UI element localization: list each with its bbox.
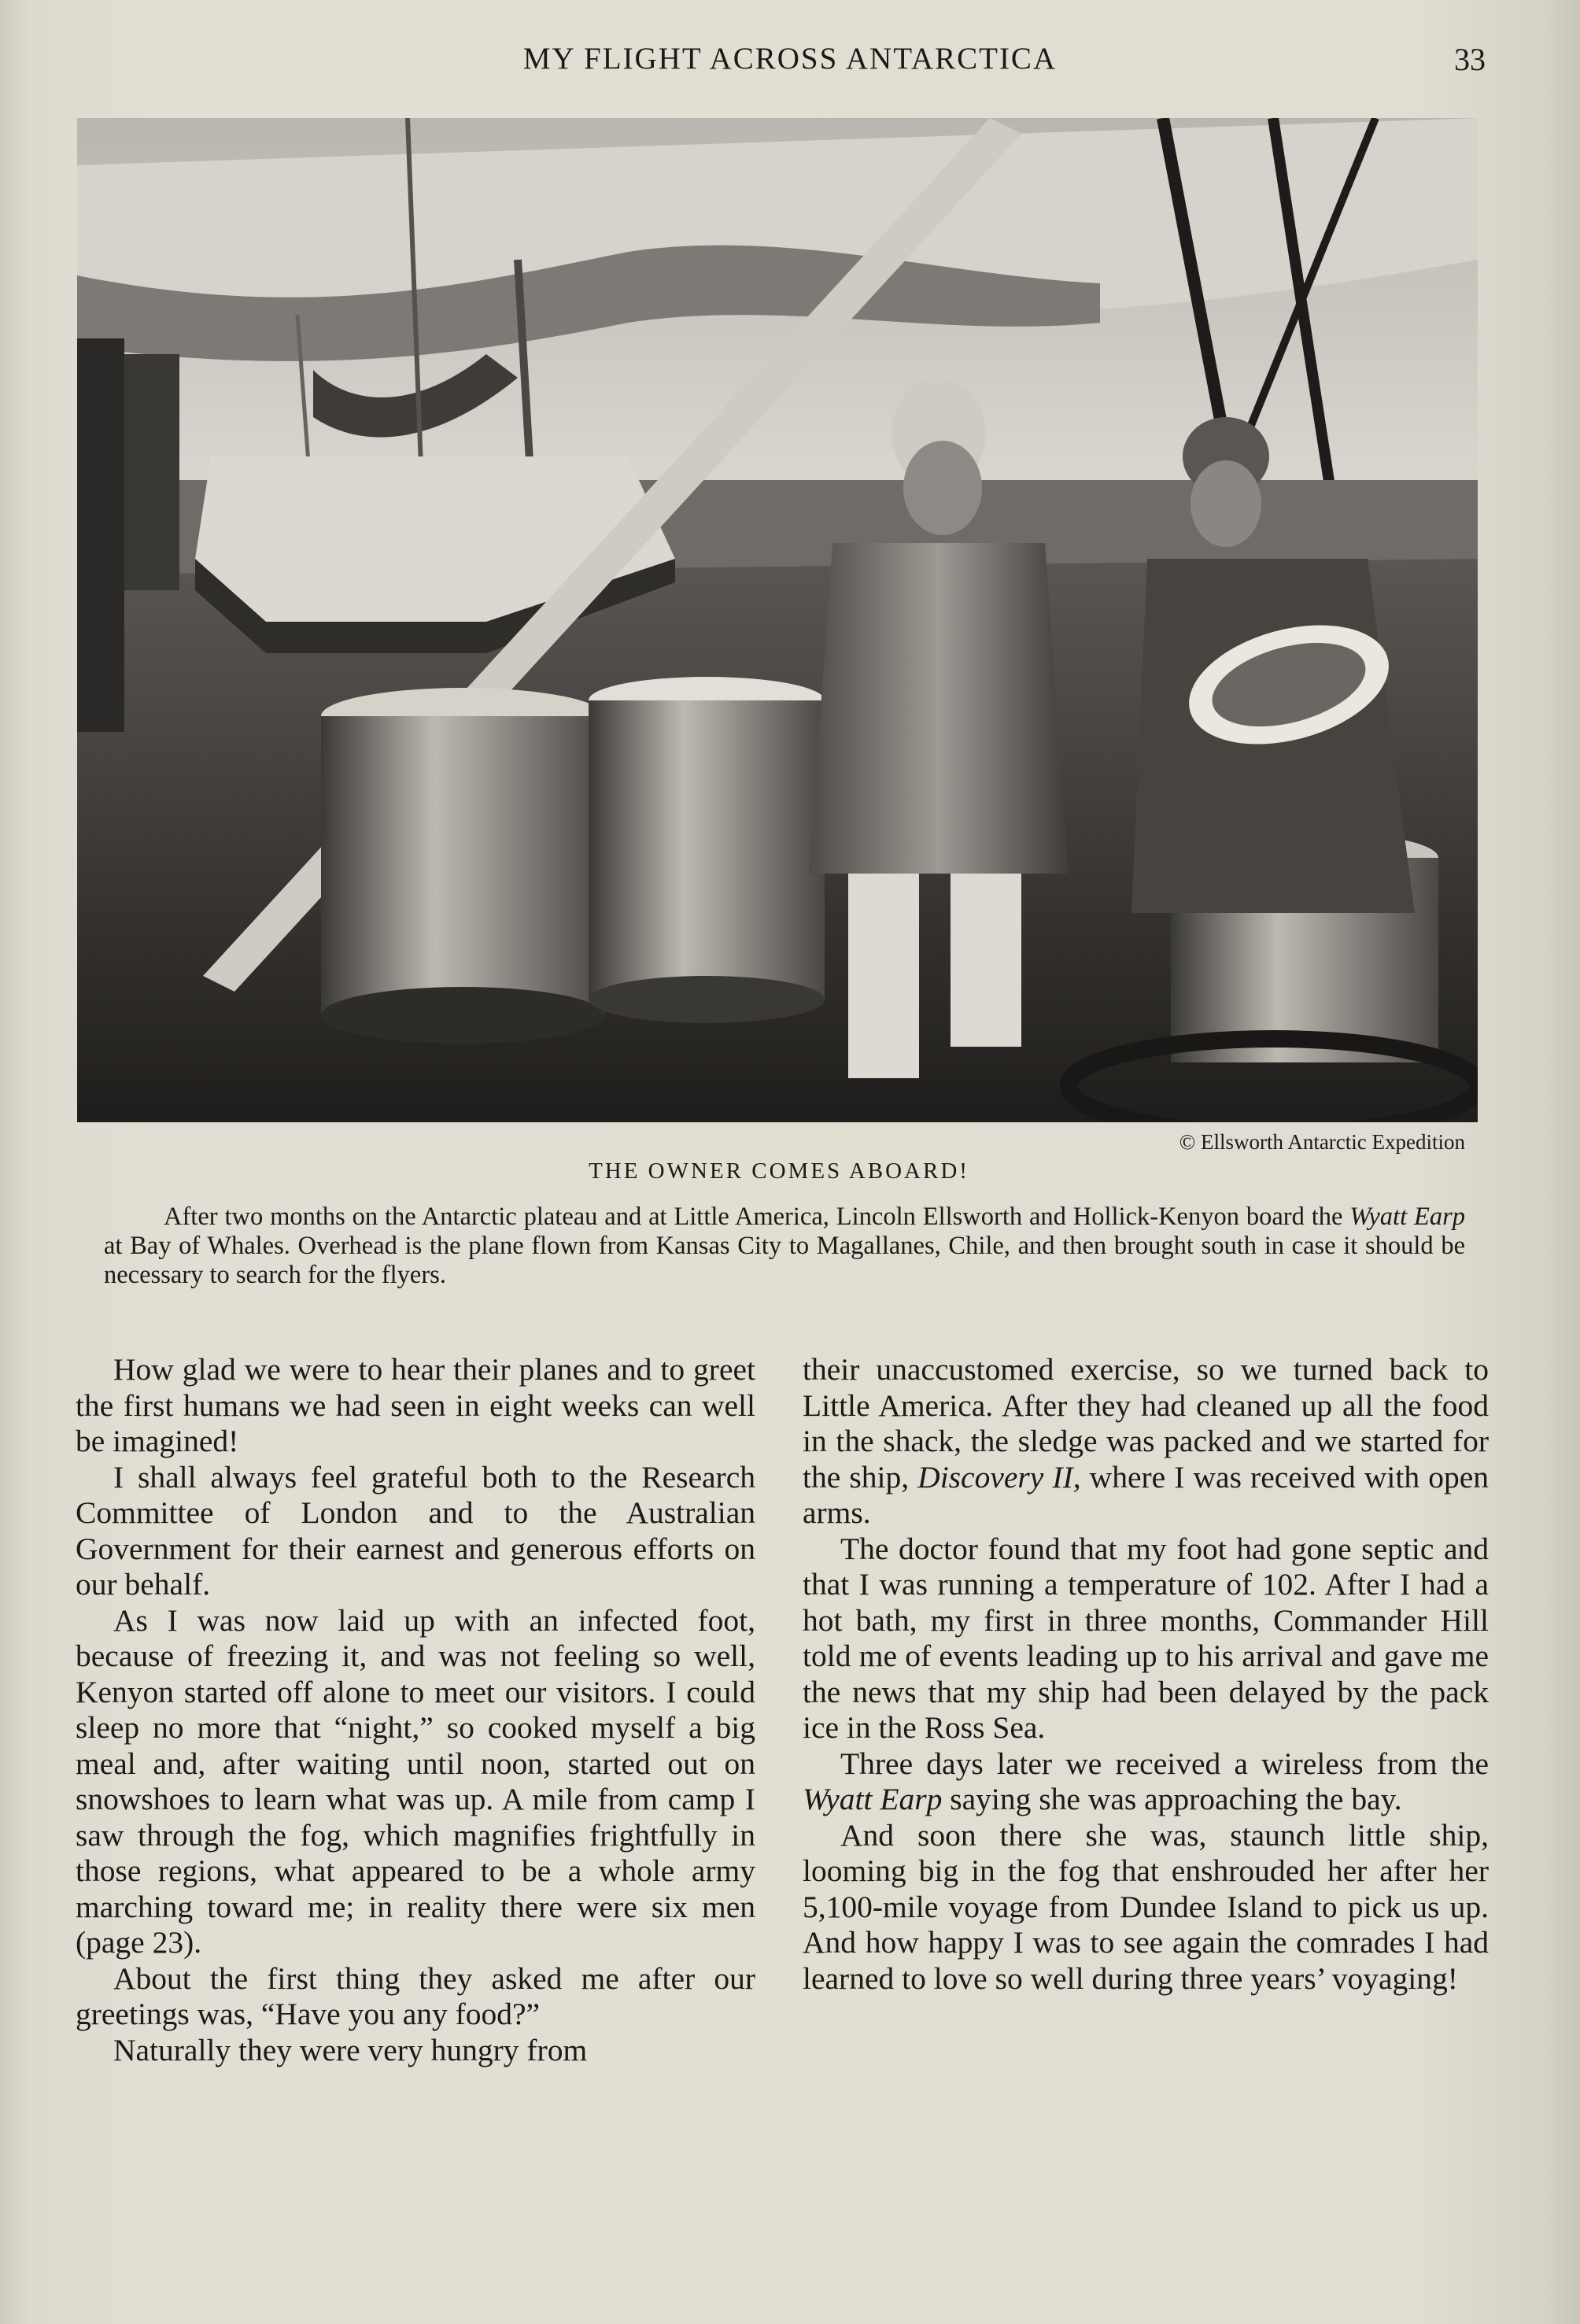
right-paragraph-2: The doctor found that my foot had gone septic and that I was running a temperature of 102. After I had a hot bath, my first in three months, Commander Hill told me of events leading up to his arrival and gave me the news that my ship had been delayed by the pack ice in the Ross Sea.	[803, 1531, 1489, 1745]
ship-name-discovery: Discovery II,	[917, 1459, 1081, 1495]
ship-name-wyatt-earp: Wyatt Earp	[803, 1782, 943, 1816]
right-paragraph-1-text-a: their unaccustomed exercise, so we turned back to Little America. After they had cleaned up all the food in the shack, the sledge was packed and we started for the ship,	[803, 1352, 1489, 1495]
left-paragraph-4: About the first thing they asked me after our greetings was, “Have you any food?”	[76, 1960, 755, 2031]
right-paragraph-3	[803, 1746, 1489, 1818]
caption-ship-name: Wyatt Earp	[1349, 1203, 1465, 1231]
right-paragraph-3-text-b: saying she was approaching the bay.	[942, 1782, 1402, 1816]
left-paragraph-3: As I was now laid up with an infected foot, because of freezing it, and was not feeling so well, Kenyon started off alone to meet our visitors. I could sleep no more that “night,” so cooked myself a big meal and, after waiting until noon, started out on snowshoes to learn what was up. A mile from camp I saw through the fog, which magnifies frightfully in those regions, what appeared to be a whole army marching toward me; in reality there were six men (page 23).	[76, 1602, 755, 1960]
photo-credit: © Ellsworth Antarctic Expedition	[1179, 1130, 1465, 1154]
running-title: MY FLIGHT ACROSS ANTARCTICA	[522, 42, 1058, 76]
photograph-ship-deck-icon	[77, 118, 1478, 1122]
caption-title: THE OWNER COMES ABOARD!	[589, 1158, 969, 1184]
page-number: 33	[1454, 42, 1486, 77]
caption-text-2: at Bay of Whales. Overhead is the plane flown from Kansas City to Magallanes, Chile, and then brought south in case it should be necessary to search for the flyers.	[104, 1232, 1465, 1289]
left-paragraph-5: Naturally they were very hungry from	[113, 2032, 588, 2067]
right-paragraph-1-text-b: where I was received with open arms.	[803, 1459, 1489, 1530]
right-paragraph-1	[803, 1352, 1489, 1531]
ship-deck-photograph	[77, 118, 1478, 1122]
caption-text-1: After two months on the Antarctic plateau and at Little America, Lincoln Ellsworth and Hollick-Kenyon board the	[164, 1203, 1350, 1231]
right-column	[803, 1352, 1489, 1997]
left-column	[76, 1352, 755, 2068]
caption-body	[104, 1203, 1465, 1290]
right-paragraph-4: And soon there she was, staunch little ship, looming big in the fog that enshrouded her after her 5,100-mile voyage from Dundee Island to pick us up. And how happy I was to see again the comrades I had learned to love so well during three years’ voyaging!	[803, 1817, 1489, 1996]
right-paragraph-3-text-a: Three days later we received a wireless from the	[840, 1746, 1489, 1781]
left-paragraph-1: How glad we were to hear their planes and to greet the first humans we had seen in eight weeks can well be imagined!	[76, 1352, 755, 1458]
left-paragraph-2: I shall always feel grateful both to the Research Committee of London and to the Australian Government for their earnest and generous efforts on our behalf.	[76, 1459, 755, 1602]
